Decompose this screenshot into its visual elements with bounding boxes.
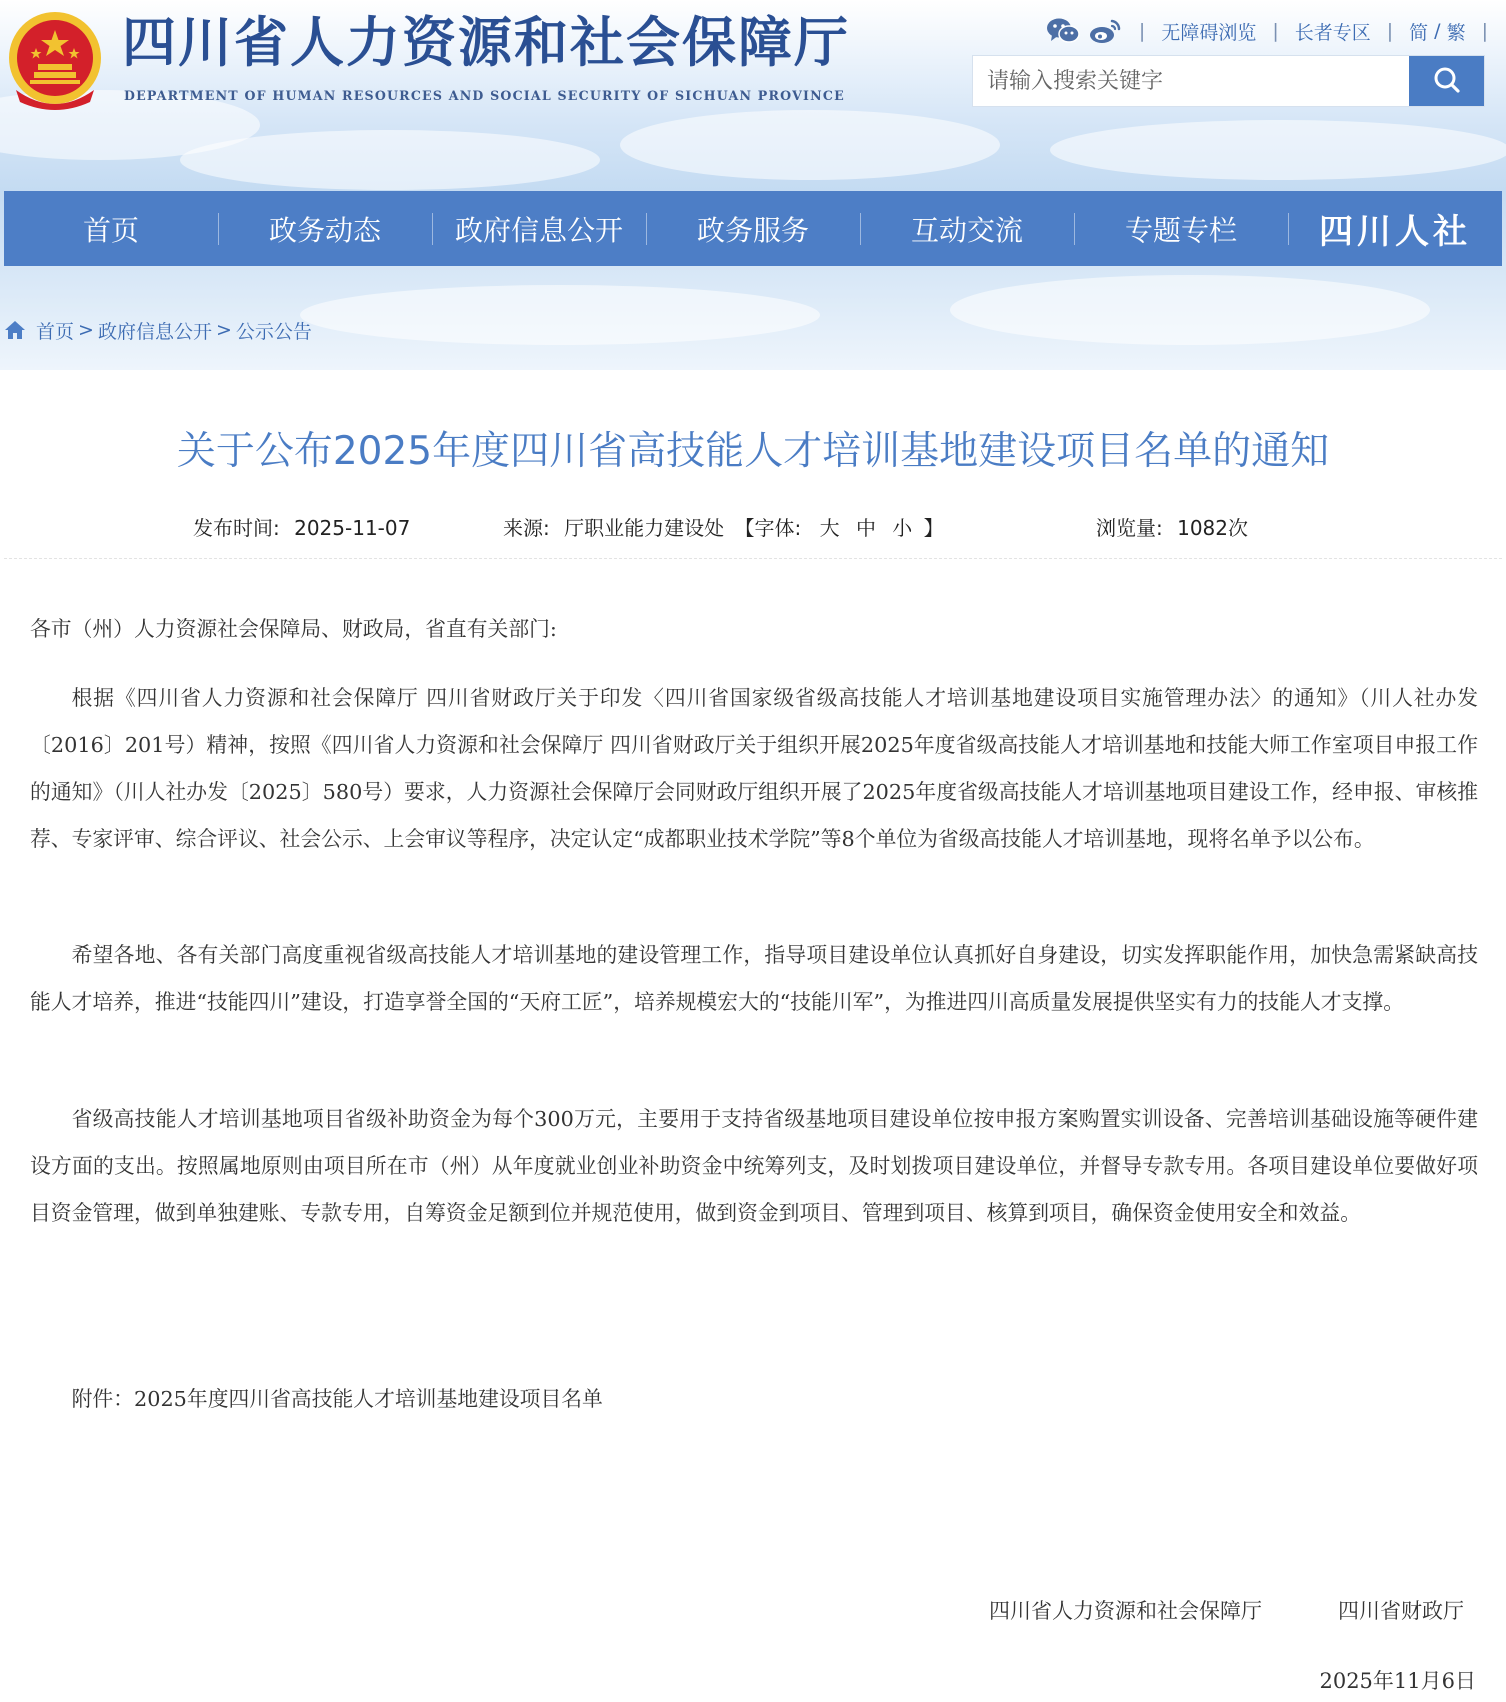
search-button[interactable] <box>1409 56 1484 106</box>
signature-org-finance: 四川省财政厅 <box>1338 1599 1464 1623</box>
utility-bar <box>1039 14 1488 48</box>
site-subtitle: DEPARTMENT OF HUMAN RESOURCES AND SOCIAL SECURITY OF SICHUAN PROVINCE <box>124 88 845 103</box>
breadcrumb <box>4 314 312 346</box>
simplified-chinese-link[interactable]: 简 <box>1409 21 1429 44</box>
nav-item-government-services[interactable]: 政务服务 <box>646 191 860 266</box>
separator: | <box>1138 20 1146 42</box>
paragraph-1: 根据《四川省人力资源和社会保障厅 四川省财政厅关于印发〈四川省国家级省级高技能人才培训基地建设项目实施管理办法〉的通知》（川人社办发〔2016〕201号）精神，按照《四川省人力资源和社会保障厅 四川省财政厅关于组织开展2025年度省级高技能人才培训基地和技能大师工作室项目申报工作的通知》（川人社办发〔2025〕580号）要求，人力资源社会保障厅会同财政厅组织开展了2025年度省级高技能人才培训基地项目建设工作，经申报、审核推荐、专家评审、综合评议、社会公示、上会审议等程序，决定认定“成都职业技术学院”等8个单位为省级高技能人才培训基地，现将名单予以公布。 <box>30 686 1478 851</box>
search-box <box>973 56 1484 106</box>
breadcrumb-info-disclosure[interactable]: 政府信息公开 <box>97 320 212 343</box>
font-size-medium[interactable]: 中 <box>855 516 876 540</box>
breadcrumb-separator: > <box>78 319 94 341</box>
site-title: 四川省人力资源和社会保障厅 <box>122 10 850 74</box>
search-input[interactable] <box>973 56 1409 106</box>
font-size-large[interactable]: 大 <box>819 516 840 540</box>
nav-item-government-news[interactable]: 政务动态 <box>218 191 432 266</box>
signature-date: 2025年11月6日 <box>1319 1669 1476 1693</box>
publish-date: 2025-11-07 <box>294 516 411 540</box>
nav-item-interaction[interactable]: 互动交流 <box>860 191 1074 266</box>
home-icon <box>4 320 26 340</box>
nav-item-home[interactable]: 首页 <box>82 213 139 247</box>
paragraph-2: 希望各地、各有关部门高度重视省级高技能人才培训基地的建设管理工作，指导项目建设单位认真抓好自身建设，切实发挥职能作用，加快急需紧缺高技能人才培养，推进“技能四川”建设，打造享誉全国的“天府工匠”，培养规模宏大的“技能川军”，为推进四川高质量发展提供坚实有力的技能人才支撑。 <box>30 943 1478 1014</box>
sichuan-hrss-brand-logo[interactable]: 四川人社 <box>1288 191 1502 266</box>
main-nav <box>4 191 1502 266</box>
article-meta <box>0 512 1506 542</box>
font-size-small[interactable]: 小 <box>892 516 913 540</box>
wechat-icon[interactable] <box>1045 16 1081 46</box>
source-label: 来源: <box>503 516 550 540</box>
source-info <box>503 512 944 541</box>
font-size-close-bracket: 】 <box>923 516 944 540</box>
separator: | <box>1386 20 1394 42</box>
separator: | <box>1481 20 1488 42</box>
attachment-link[interactable]: 附件：2025年度四川省高技能人才培训基地建设项目名单 <box>71 1387 603 1411</box>
breadcrumb-announcements[interactable]: 公示公告 <box>235 320 312 343</box>
font-size-label: 【字体: <box>734 516 802 540</box>
breadcrumb-separator: > <box>215 319 232 341</box>
publish-label: 发布时间: <box>193 516 280 540</box>
views-label: 浏览量: <box>1096 516 1163 540</box>
traditional-chinese-link[interactable]: 繁 <box>1446 21 1466 44</box>
search-icon <box>1432 65 1462 98</box>
view-count <box>1096 512 1248 541</box>
paragraph-3: 省级高技能人才培训基地项目省级补助资金为每个300万元，主要用于支持省级基地项目建设单位按申报方案购置实训设备、完善培训基础设施等硬件建设方面的支出。按照属地原则由项目所在市（州）从年度就业创业补助资金中统筹列支，及时划拨项目建设单位，并督导专款专用。各项目建设单位要做好项目资金管理，做到单独建账、专款专用，自筹资金足额到位并规范使用，做到资金到项目、管理到项目、核算到项目，确保资金使用安全和效益。 <box>30 1107 1478 1225</box>
weibo-icon[interactable] <box>1087 16 1123 46</box>
elder-zone-link[interactable]: 长者专区 <box>1294 21 1371 44</box>
national-emblem-logo <box>6 6 104 114</box>
article-title: 关于公布2025年度四川省高技能人才培训基地建设项目名单的通知 <box>176 429 1330 474</box>
publish-info <box>193 512 410 541</box>
source-value: 厅职业能力建设处 <box>564 516 725 540</box>
nav-item-info-disclosure[interactable]: 政府信息公开 <box>432 191 646 266</box>
salutation: 各市（州）人力资源社会保障局、财政局，省直有关部门: <box>30 617 557 641</box>
meta-divider <box>4 558 1502 559</box>
signature-org-hrss: 四川省人力资源和社会保障厅 <box>989 1599 1262 1623</box>
article-card <box>4 370 1502 1702</box>
views-value: 1082次 <box>1177 516 1249 540</box>
separator: | <box>1272 20 1279 42</box>
language-slash: / <box>1434 20 1441 42</box>
accessibility-link[interactable]: 无障碍浏览 <box>1161 21 1257 44</box>
nav-item-special-topics[interactable]: 专题专栏 <box>1074 191 1288 266</box>
breadcrumb-home[interactable]: 首页 <box>36 320 75 343</box>
